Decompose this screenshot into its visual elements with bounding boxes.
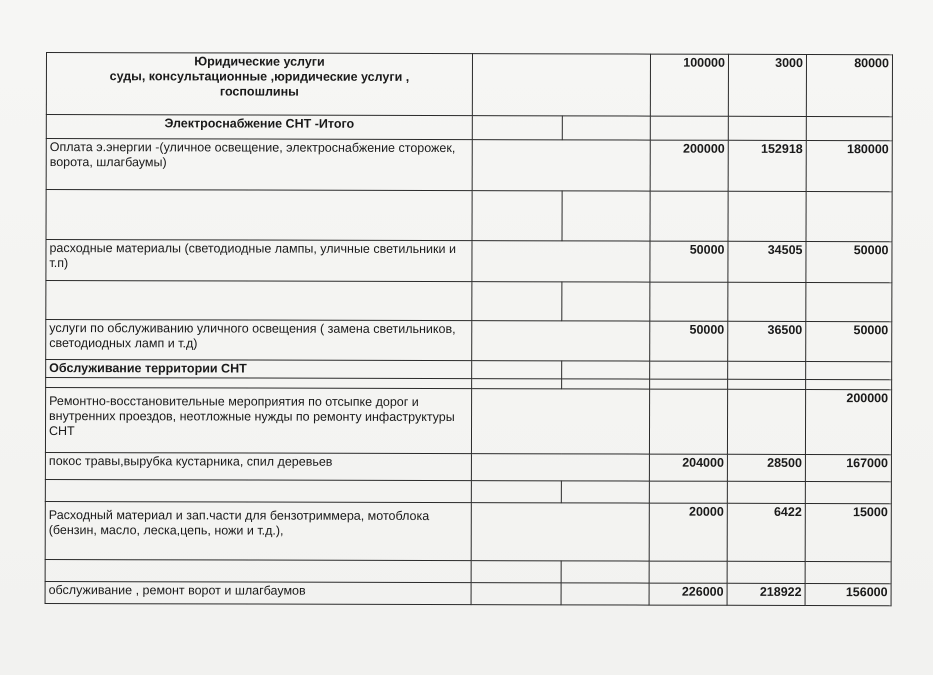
item-label: Расходный материал и зап.части для бензотриммера, мотоблока (бензин, масло, леска,цепь, ножи и т.д.), xyxy=(45,501,471,560)
empty-cell xyxy=(46,281,472,321)
item-label: покос травы,вырубка кустарника, спил деревьев xyxy=(45,452,471,480)
empty-cell xyxy=(471,454,649,481)
empty-cell xyxy=(728,361,806,379)
value-cell-plan: 226000 xyxy=(649,583,727,605)
table-row xyxy=(46,320,892,362)
budget-table xyxy=(45,52,893,606)
value-cell-new-plan: 167000 xyxy=(805,454,891,481)
empty-cell xyxy=(805,561,891,583)
empty-cell xyxy=(650,379,728,389)
item-label: услуги по обслуживанию уличного освещения ( замена светильников, светодиодных ламп и т.д) xyxy=(46,320,472,361)
legal-services-subtitle-2: госпошлины xyxy=(219,84,299,99)
table-row xyxy=(45,581,891,605)
empty-cell xyxy=(727,561,805,583)
value-cell-plan: 204000 xyxy=(649,454,727,481)
value-cell-new-plan: 15000 xyxy=(805,503,891,561)
empty-cell xyxy=(806,191,892,241)
empty-cell xyxy=(46,190,472,241)
value-cell-actual: 218922 xyxy=(727,583,805,605)
empty-cell xyxy=(471,389,649,454)
empty-cell xyxy=(650,191,728,241)
value-cell-actual: 152918 xyxy=(728,140,806,191)
table-row xyxy=(46,240,892,283)
value-cell-plan: 20000 xyxy=(649,503,727,561)
table-row-legal-services xyxy=(46,53,892,117)
value-cell-plan: 200000 xyxy=(650,140,728,191)
legal-services-title: Юридические услуги xyxy=(194,54,325,69)
item-label: Ремонтно-восстановительные мероприятия по отсыпке дорог и внутренних проездов, неотложные нужды по ремонту инфаструктуры СНТ xyxy=(45,388,471,454)
value-cell-plan: 100000 xyxy=(650,54,728,116)
value-cell-new-plan: 80000 xyxy=(806,54,892,116)
empty-cell xyxy=(562,379,650,389)
table-row xyxy=(45,501,891,561)
empty-cell xyxy=(806,116,892,140)
empty-cell xyxy=(562,361,650,379)
empty-cell xyxy=(561,481,649,503)
value-cell-actual: 34505 xyxy=(728,241,806,282)
empty-cell xyxy=(472,54,650,116)
empty-cell xyxy=(472,191,562,241)
table-row-blank xyxy=(45,479,891,503)
empty-cell xyxy=(649,561,727,583)
empty-cell xyxy=(471,481,561,503)
empty-cell xyxy=(806,379,892,389)
empty-cell xyxy=(472,241,650,282)
value-cell-actual: 6422 xyxy=(727,503,805,561)
empty-cell xyxy=(45,559,471,582)
empty-cell xyxy=(650,282,728,321)
legal-services-label xyxy=(46,53,472,116)
empty-cell xyxy=(472,140,650,191)
value-cell-new-plan: 50000 xyxy=(806,241,892,282)
item-label: обслуживание , ремонт ворот и шлагбаумов xyxy=(45,581,471,604)
value-cell-new-plan: 156000 xyxy=(805,583,891,605)
section-title: Обслуживание территории СНТ xyxy=(46,360,472,379)
empty-cell xyxy=(562,191,650,241)
empty-cell xyxy=(728,282,806,321)
empty-cell xyxy=(650,361,728,379)
table-row-blank xyxy=(45,559,891,583)
empty-cell xyxy=(805,481,891,503)
table-row-section-territory xyxy=(46,360,892,380)
item-label: расходные материалы (светодиодные лампы, уличные светильники и т.п) xyxy=(46,240,472,282)
table-row-section-electricity xyxy=(46,115,892,141)
value-cell-plan: 50000 xyxy=(650,321,728,361)
empty-cell xyxy=(45,479,471,502)
value-cell-plan xyxy=(649,389,727,454)
empty-cell xyxy=(562,282,650,321)
empty-cell xyxy=(727,481,805,503)
value-cell-actual xyxy=(727,389,805,454)
value-cell-new-plan: 180000 xyxy=(806,140,892,191)
empty-cell xyxy=(471,583,561,605)
section-title: Электроснабжение СНТ -Итого xyxy=(46,115,472,140)
empty-cell xyxy=(649,481,727,503)
value-cell-plan: 50000 xyxy=(650,241,728,282)
empty-cell xyxy=(472,321,650,361)
empty-cell xyxy=(562,116,650,140)
empty-cell xyxy=(471,561,561,583)
empty-cell xyxy=(471,503,649,561)
empty-cell xyxy=(728,191,806,241)
empty-cell xyxy=(650,116,728,140)
empty-cell xyxy=(806,282,892,321)
empty-cell xyxy=(472,361,562,379)
item-label: Оплата э.энергии -(уличное освещение, электроснабжение сторожек, ворота, шлагбаумы) xyxy=(46,139,472,191)
empty-cell xyxy=(472,379,562,389)
empty-cell xyxy=(561,583,649,605)
empty-cell xyxy=(472,116,562,140)
empty-cell xyxy=(728,379,806,389)
empty-cell xyxy=(806,361,892,379)
table-row-blank xyxy=(46,281,892,322)
value-cell-actual: 36500 xyxy=(728,321,806,361)
empty-cell xyxy=(728,116,806,140)
table-row-blank xyxy=(46,190,892,242)
empty-cell xyxy=(561,561,649,583)
legal-services-subtitle: суды, консультационные ,юридические услуги , xyxy=(109,69,410,84)
table-row xyxy=(45,388,891,455)
value-cell-actual: 28500 xyxy=(727,454,805,481)
table-row xyxy=(46,139,892,192)
table-row xyxy=(45,452,891,481)
value-cell-actual: 3000 xyxy=(728,54,806,116)
empty-cell xyxy=(472,282,562,321)
value-cell-new-plan: 50000 xyxy=(806,321,892,361)
value-cell-new-plan: 200000 xyxy=(805,389,891,454)
